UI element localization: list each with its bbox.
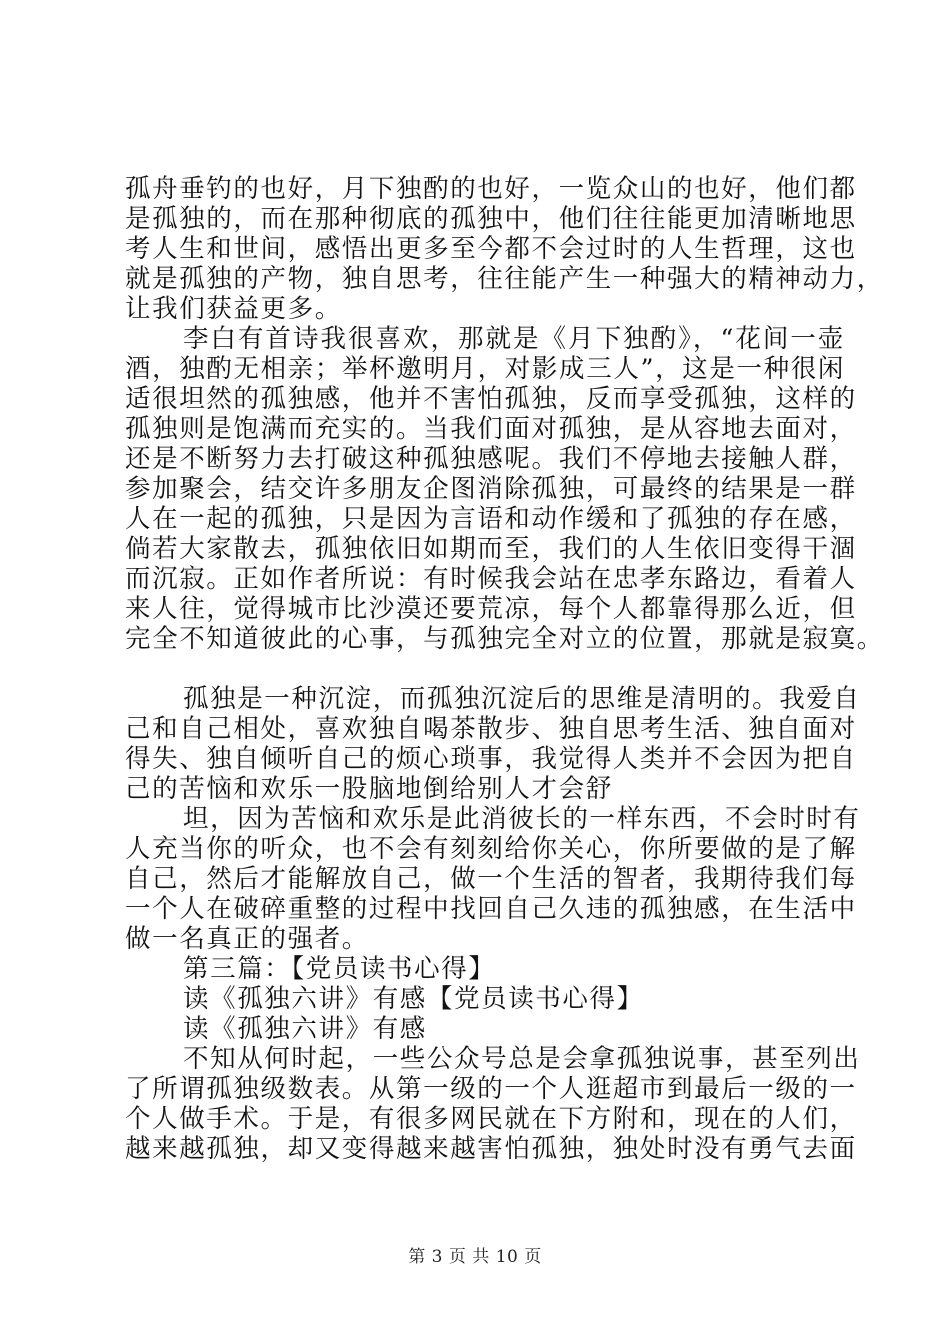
text-line: 完全不知道彼此的心事，与孤独完全对立的位置，那就是寂寞。 [125, 624, 884, 654]
text-line: 考人生和世间，感悟出更多至今都不会过时的人生哲理，这也 [125, 234, 857, 264]
text-line: 适很坦然的孤独感，他并不害怕孤独，反而享受孤独，这样的 [125, 384, 857, 414]
text-line: 李白有首诗我很喜欢，那就是《月下独酌》，“花间一壶 [183, 324, 845, 354]
paragraph-gap [125, 654, 845, 684]
text-line: 越来越孤独，却又变得越来越害怕孤独，独处时没有勇气去面 [125, 1134, 857, 1164]
headings [125, 954, 845, 1044]
page-number-label: 第 3 页 共 10 页 [408, 1247, 542, 1267]
text-line: 自己，然后才能解放自己，做一个生活的智者，我期待我们每 [125, 864, 857, 894]
text-line: 孤独是一种沉淀，而孤独沉淀后的思维是清明的。我爱自 [183, 684, 861, 714]
text-line: 己和自己相处，喜欢独自喝茶散步、独自思考生活、独自面对 [125, 714, 857, 744]
text-line: 酒，独酌无相亲；举杯邀明月，对影成三人”，这是一种很闲 [125, 354, 845, 384]
page-footer [0, 1242, 950, 1267]
text-line: 还是不断努力去打破这种孤独感呢。我们不停地去接触人群， [125, 444, 857, 474]
section-heading: 第三篇：【党员读书心得】 [183, 954, 496, 984]
text-line: 人充当你的听众，也不会有刻刻给你关心，你所要做的是了解 [125, 834, 857, 864]
text-line: 倘若大家散去，孤独依旧如期而至，我们的人生依旧变得干涸 [125, 534, 857, 564]
text-line: 坦，因为苦恼和欢乐是此消彼长的一样东西，不会时时有 [183, 804, 861, 834]
paragraph-3 [125, 684, 861, 804]
text-line: 了所谓孤独级数表。从第一级的一个人逛超市到最后一级的一 [125, 1074, 857, 1104]
paragraph-2 [125, 324, 884, 654]
text-line: 人在一起的孤独，只是因为言语和动作缓和了孤独的存在感， [125, 504, 857, 534]
text-line: 让我们获益更多。 [125, 294, 342, 324]
text-line: 己的苦恼和欢乐一股脑地倒给别人才会舒 [125, 774, 613, 804]
text-line: 得失、独自倾听自己的烦心琐事，我觉得人类并不会因为把自 [125, 744, 857, 774]
text-line: 是孤独的，而在那种彻底的孤独中，他们往往能更加清晰地思 [125, 204, 857, 234]
section-heading: 读《孤独六讲》有感 [183, 1014, 427, 1044]
paragraph-4 [125, 804, 861, 954]
document-body [125, 174, 884, 1164]
text-line: 不知从何时起，一些公众号总是会拿孤独说事，甚至列出 [183, 1044, 861, 1074]
text-line: 做一名真正的强者。 [125, 924, 369, 954]
text-line: 来人往，觉得城市比沙漠还要荒凉，每个人都靠得那么近，但 [125, 594, 857, 624]
text-line: 就是孤独的产物，独自思考，往往能产生一种强大的精神动力， [125, 264, 884, 294]
text-line: 孤舟垂钓的也好，月下独酌的也好，一览众山的也好，他们都 [125, 174, 857, 204]
text-line: 而沉寂。正如作者所说：有时候我会站在忠孝东路边，看着人 [125, 564, 857, 594]
text-line: 参加聚会，结交许多朋友企图消除孤独，可最终的结果是一群 [125, 474, 857, 504]
text-line: 个人做手术。于是，有很多网民就在下方附和，现在的人们， [125, 1104, 857, 1134]
text-line: 一个人在破碎重整的过程中找回自己久违的孤独感，在生活中 [125, 894, 857, 924]
section-heading: 读《孤独六讲》有感【党员读书心得】 [183, 984, 644, 1014]
paragraph-1 [125, 174, 884, 324]
text-line: 孤独则是饱满而充实的。当我们面对孤独，是从容地去面对， [125, 414, 857, 444]
paragraph-5 [125, 1044, 861, 1164]
